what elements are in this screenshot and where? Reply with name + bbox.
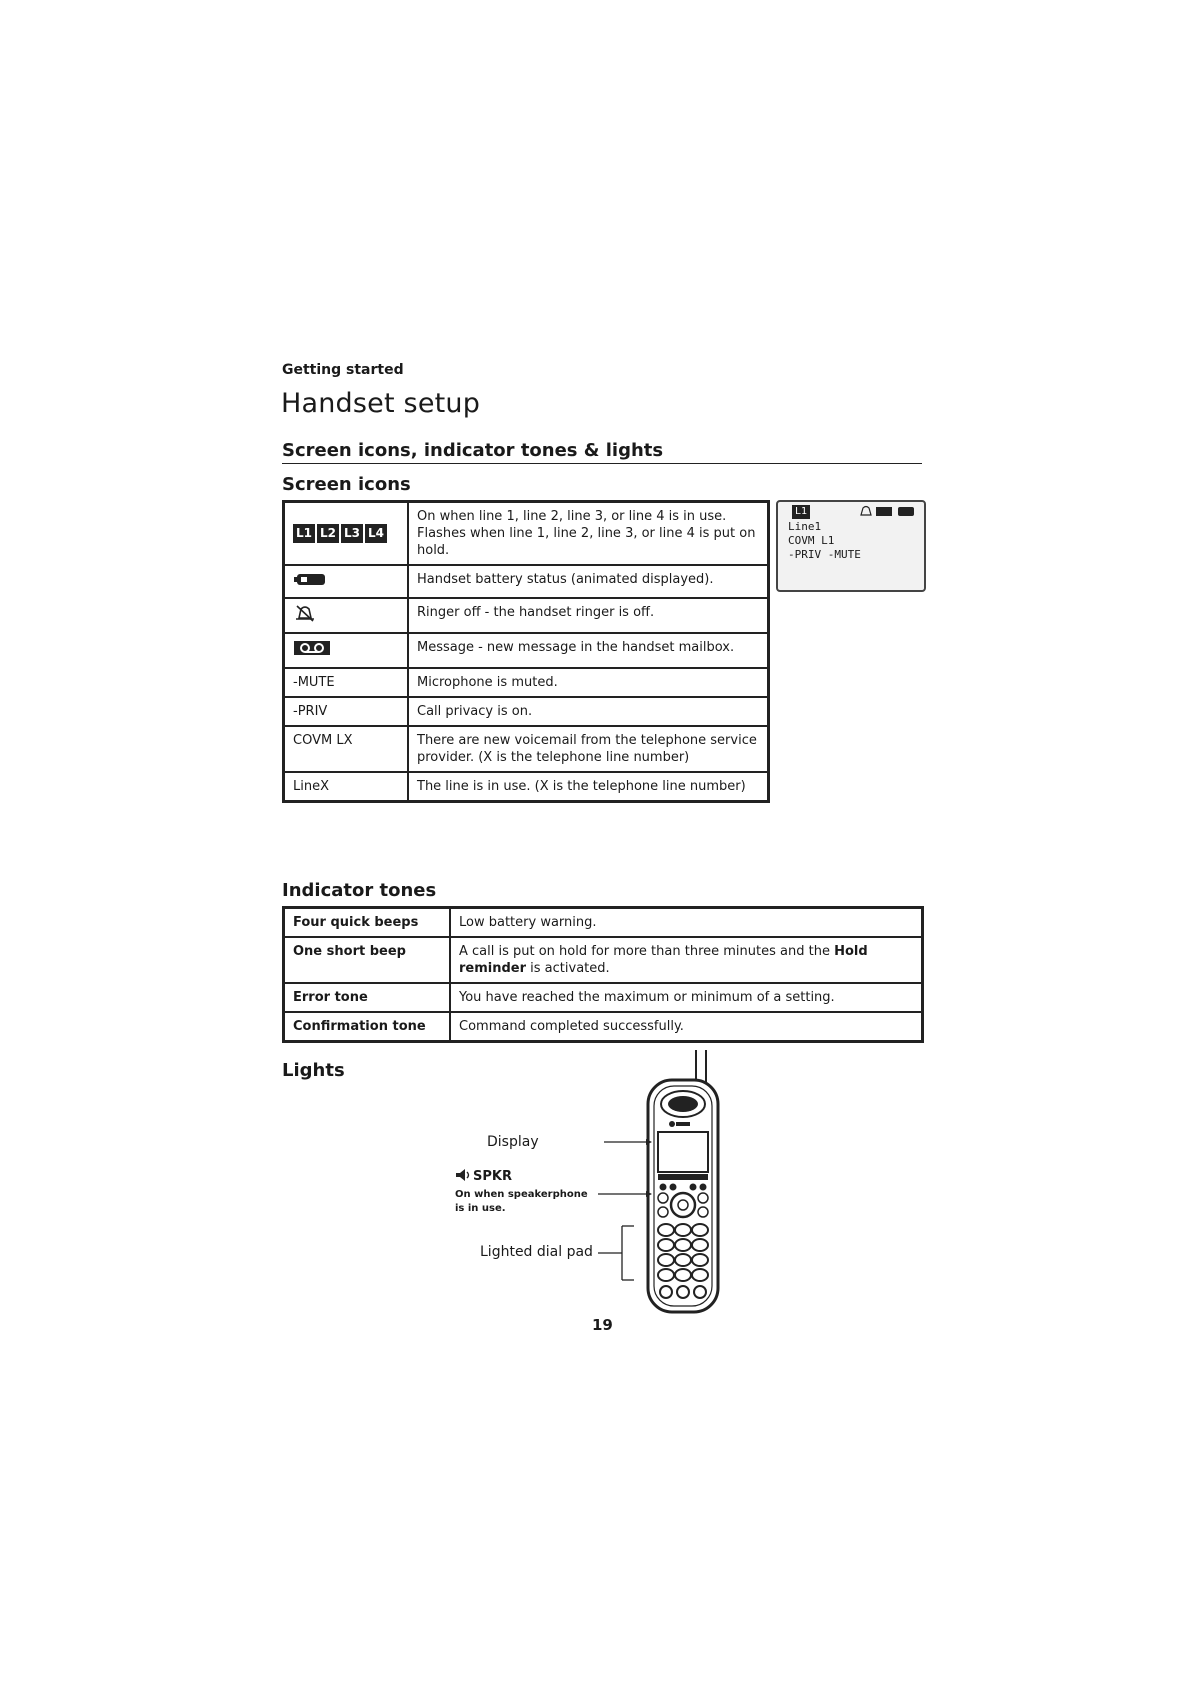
message-icon <box>293 639 333 657</box>
indicator-tones-heading: Indicator tones <box>282 880 437 901</box>
table-row <box>284 983 923 1012</box>
table-cell: Message - new message in the handset mailbox. <box>408 633 769 668</box>
tone-name: One short beep <box>284 937 451 983</box>
tone-description: You have reached the maximum or minimum of a setting. <box>450 983 923 1012</box>
table-row <box>284 726 769 772</box>
battery-icon <box>293 571 333 587</box>
page-number: 19 <box>592 1316 613 1334</box>
lcd-status-icons <box>858 505 918 517</box>
table-cell: Ringer off - the handset ringer is off. <box>408 598 769 633</box>
description-text: Flashes when line 1, line 2, line 3, or line 4 is put on hold. <box>417 526 756 558</box>
spkr-label-container <box>455 1168 512 1184</box>
page-title: Handset setup <box>281 388 481 419</box>
display-label: Display <box>487 1134 539 1150</box>
table-row <box>284 937 923 983</box>
lcd-line-icon: L1 <box>792 505 810 519</box>
symbol-text: COVM LX <box>284 726 409 772</box>
symbol-text: -PRIV <box>284 697 409 726</box>
symbol-text: -MUTE <box>284 668 409 697</box>
lcd-line-3: -PRIV -MUTE <box>788 548 861 561</box>
table-cell: There are new voicemail from the telephone service provider. (X is the telephone line number) <box>408 726 769 772</box>
table-row <box>284 668 769 697</box>
description-text: On when line 1, line 2, line 3, or line 4 is in use. <box>417 509 727 524</box>
table-cell: The line is in use. (X is the telephone line number) <box>408 772 769 802</box>
line-4-icon: L4 <box>365 524 387 543</box>
table-row <box>284 772 769 802</box>
table-row <box>284 697 769 726</box>
spkr-label: SPKR <box>473 1169 512 1184</box>
table-cell <box>408 502 769 566</box>
table-row <box>284 1012 923 1042</box>
table-cell: Microphone is muted. <box>408 668 769 697</box>
table-row <box>284 633 769 668</box>
line-2-icon: L2 <box>317 524 339 543</box>
tone-description: Low battery warning. <box>450 908 923 938</box>
line-1-icon: L1 <box>293 524 315 543</box>
table-cell: Call privacy is on. <box>408 697 769 726</box>
table-cell: Handset battery status (animated displayed). <box>408 565 769 598</box>
spkr-note-line-2: is in use. <box>455 1203 506 1214</box>
tone-name: Confirmation tone <box>284 1012 451 1042</box>
table-cell <box>284 633 409 668</box>
section-heading: Screen icons, indicator tones & lights <box>282 440 922 464</box>
lcd-screen-example <box>776 500 926 592</box>
tone-description: A call is put on hold for more than three minutes and the Hold reminder is activated. <box>450 937 923 983</box>
dialpad-label: Lighted dial pad <box>480 1244 593 1260</box>
spkr-note-line-1: On when speakerphone <box>455 1189 588 1200</box>
tone-name: Four quick beeps <box>284 908 451 938</box>
table-row <box>284 502 769 566</box>
callout-lines <box>590 1130 660 1290</box>
speaker-icon <box>455 1168 473 1182</box>
ringer-off-icon <box>293 604 317 622</box>
screen-icons-table <box>282 500 770 803</box>
table-row <box>284 565 769 598</box>
tone-description: Command completed successfully. <box>450 1012 923 1042</box>
lcd-line-1: Line1 <box>788 520 822 533</box>
tone-name: Error tone <box>284 983 451 1012</box>
table-cell <box>284 565 409 598</box>
line-indicators-icon <box>284 502 409 566</box>
screen-icons-heading: Screen icons <box>282 474 411 495</box>
line-3-icon: L3 <box>341 524 363 543</box>
section-label: Getting started <box>282 362 404 378</box>
lcd-line-2: COVM L1 <box>788 534 835 547</box>
lights-heading: Lights <box>282 1060 345 1081</box>
symbol-text: LineX <box>284 772 409 802</box>
table-row <box>284 908 923 938</box>
table-cell <box>284 598 409 633</box>
indicator-tones-table <box>282 906 924 1043</box>
table-row <box>284 598 769 633</box>
